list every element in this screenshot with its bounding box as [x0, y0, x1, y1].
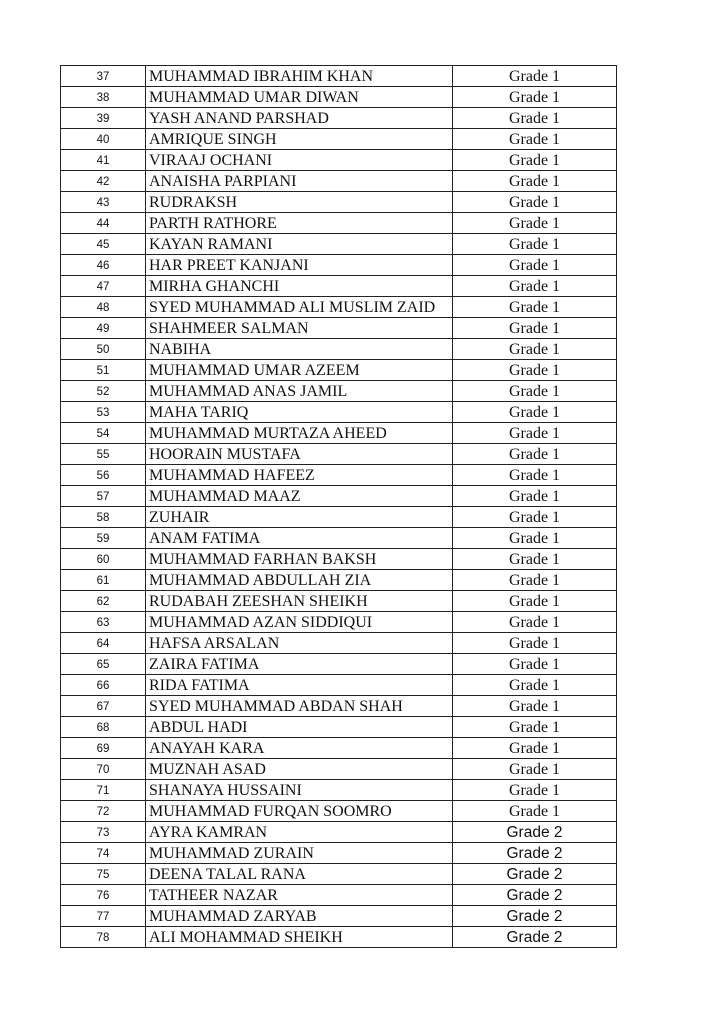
table-row [61, 402, 617, 423]
student-name: MUZNAH ASAD [146, 759, 453, 780]
row-number: 67 [61, 696, 146, 717]
student-name: RUDABAH ZEESHAN SHEIKH [146, 591, 453, 612]
table-row [61, 696, 617, 717]
student-grade: Grade 1 [453, 780, 617, 801]
student-grade: Grade 1 [453, 717, 617, 738]
student-name: TATHEER NAZAR [146, 885, 453, 906]
student-name: ANAYAH KARA [146, 738, 453, 759]
table-row [61, 633, 617, 654]
row-number: 62 [61, 591, 146, 612]
table-row [61, 885, 617, 906]
table-row [61, 213, 617, 234]
student-name: HAFSA ARSALAN [146, 633, 453, 654]
student-name: MUHAMMAD MURTAZA AHEED [146, 423, 453, 444]
student-grade: Grade 1 [453, 465, 617, 486]
student-grade: Grade 1 [453, 66, 617, 87]
row-number: 38 [61, 87, 146, 108]
row-number: 54 [61, 423, 146, 444]
row-number: 71 [61, 780, 146, 801]
student-name: MUHAMMAD ZURAIN [146, 843, 453, 864]
table-row [61, 87, 617, 108]
student-grade: Grade 1 [453, 108, 617, 129]
row-number: 53 [61, 402, 146, 423]
student-grade: Grade 1 [453, 255, 617, 276]
student-name: SYED MUHAMMAD ABDAN SHAH [146, 696, 453, 717]
student-name: YASH ANAND PARSHAD [146, 108, 453, 129]
table-row [61, 444, 617, 465]
table-row [61, 150, 617, 171]
student-grade: Grade 2 [453, 906, 617, 927]
row-number: 58 [61, 507, 146, 528]
table-row [61, 507, 617, 528]
row-number: 75 [61, 864, 146, 885]
student-name: AMRIQUE SINGH [146, 129, 453, 150]
row-number: 56 [61, 465, 146, 486]
student-name: MUHAMMAD ANAS JAMIL [146, 381, 453, 402]
student-name: ZAIRA FATIMA [146, 654, 453, 675]
student-name: ANAISHA PARPIANI [146, 171, 453, 192]
row-number: 52 [61, 381, 146, 402]
table-row [61, 129, 617, 150]
student-grade: Grade 1 [453, 423, 617, 444]
row-number: 44 [61, 213, 146, 234]
student-name: AYRA KAMRAN [146, 822, 453, 843]
row-number: 37 [61, 66, 146, 87]
student-grade: Grade 1 [453, 444, 617, 465]
table-row [61, 465, 617, 486]
student-name: SHANAYA HUSSAINI [146, 780, 453, 801]
student-grade: Grade 1 [453, 759, 617, 780]
row-number: 46 [61, 255, 146, 276]
student-grade: Grade 2 [453, 843, 617, 864]
student-grade: Grade 1 [453, 360, 617, 381]
table-row [61, 423, 617, 444]
student-name: DEENA TALAL RANA [146, 864, 453, 885]
student-grade: Grade 2 [453, 885, 617, 906]
table-row [61, 717, 617, 738]
student-grade: Grade 1 [453, 213, 617, 234]
student-name: ANAM FATIMA [146, 528, 453, 549]
table-row [61, 192, 617, 213]
student-name: SHAHMEER SALMAN [146, 318, 453, 339]
student-grade: Grade 2 [453, 864, 617, 885]
student-grade: Grade 1 [453, 591, 617, 612]
row-number: 41 [61, 150, 146, 171]
student-grade: Grade 1 [453, 150, 617, 171]
student-grade: Grade 1 [453, 612, 617, 633]
row-number: 43 [61, 192, 146, 213]
row-number: 66 [61, 675, 146, 696]
student-name: MUHAMMAD ABDULLAH ZIA [146, 570, 453, 591]
row-number: 64 [61, 633, 146, 654]
table-row [61, 486, 617, 507]
student-name: MUHAMMAD MAAZ [146, 486, 453, 507]
row-number: 57 [61, 486, 146, 507]
student-name: MUHAMMAD UMAR AZEEM [146, 360, 453, 381]
student-grade: Grade 1 [453, 654, 617, 675]
table-row [61, 591, 617, 612]
student-grade: Grade 2 [453, 822, 617, 843]
row-number: 45 [61, 234, 146, 255]
student-name: NABIHA [146, 339, 453, 360]
row-number: 60 [61, 549, 146, 570]
row-number: 39 [61, 108, 146, 129]
table-row [61, 171, 617, 192]
student-name: HOORAIN MUSTAFA [146, 444, 453, 465]
student-grade: Grade 1 [453, 381, 617, 402]
row-number: 78 [61, 927, 146, 948]
table-row [61, 381, 617, 402]
student-grade: Grade 1 [453, 507, 617, 528]
table-row [61, 654, 617, 675]
student-grade: Grade 1 [453, 738, 617, 759]
student-grade: Grade 1 [453, 675, 617, 696]
row-number: 40 [61, 129, 146, 150]
student-name: MUHAMMAD ZARYAB [146, 906, 453, 927]
student-grade: Grade 1 [453, 171, 617, 192]
table-row [61, 108, 617, 129]
student-name: MUHAMMAD IBRAHIM KHAN [146, 66, 453, 87]
table-row [61, 780, 617, 801]
row-number: 74 [61, 843, 146, 864]
student-grade: Grade 1 [453, 549, 617, 570]
student-grade: Grade 1 [453, 87, 617, 108]
table-row [61, 612, 617, 633]
row-number: 59 [61, 528, 146, 549]
student-name: MUHAMMAD HAFEEZ [146, 465, 453, 486]
student-grade: Grade 1 [453, 276, 617, 297]
row-number: 73 [61, 822, 146, 843]
student-name: SYED MUHAMMAD ALI MUSLIM ZAID [146, 297, 453, 318]
student-grade: Grade 1 [453, 696, 617, 717]
table-row [61, 906, 617, 927]
row-number: 49 [61, 318, 146, 339]
student-name: MAHA TARIQ [146, 402, 453, 423]
row-number: 63 [61, 612, 146, 633]
student-name: MUHAMMAD UMAR DIWAN [146, 87, 453, 108]
table-row [61, 801, 617, 822]
table-row [61, 822, 617, 843]
table-row [61, 759, 617, 780]
student-grade: Grade 1 [453, 570, 617, 591]
row-number: 48 [61, 297, 146, 318]
table-body [61, 66, 617, 948]
row-number: 77 [61, 906, 146, 927]
table-row [61, 843, 617, 864]
student-grade: Grade 1 [453, 486, 617, 507]
row-number: 50 [61, 339, 146, 360]
student-name: RUDRAKSH [146, 192, 453, 213]
row-number: 65 [61, 654, 146, 675]
table-row [61, 927, 617, 948]
student-name: MUHAMMAD FARHAN BAKSH [146, 549, 453, 570]
student-grade: Grade 1 [453, 339, 617, 360]
table-row [61, 66, 617, 87]
row-number: 69 [61, 738, 146, 759]
student-name: HAR PREET KANJANI [146, 255, 453, 276]
student-name: MUHAMMAD FURQAN SOOMRO [146, 801, 453, 822]
student-name: MIRHA GHANCHI [146, 276, 453, 297]
row-number: 61 [61, 570, 146, 591]
row-number: 72 [61, 801, 146, 822]
row-number: 76 [61, 885, 146, 906]
student-name: ABDUL HADI [146, 717, 453, 738]
table-row [61, 675, 617, 696]
table-row [61, 570, 617, 591]
student-list-table [60, 65, 617, 948]
table-row [61, 864, 617, 885]
table-row [61, 255, 617, 276]
table-row [61, 549, 617, 570]
table-row [61, 528, 617, 549]
row-number: 55 [61, 444, 146, 465]
student-name: RIDA FATIMA [146, 675, 453, 696]
student-grade: Grade 1 [453, 528, 617, 549]
student-grade: Grade 1 [453, 234, 617, 255]
student-grade: Grade 1 [453, 129, 617, 150]
student-name: VIRAAJ OCHANI [146, 150, 453, 171]
table-row [61, 318, 617, 339]
student-name: KAYAN RAMANI [146, 234, 453, 255]
student-grade: Grade 1 [453, 297, 617, 318]
student-name: ALI MOHAMMAD SHEIKH [146, 927, 453, 948]
table-row [61, 738, 617, 759]
table-row [61, 276, 617, 297]
student-grade: Grade 2 [453, 927, 617, 948]
row-number: 51 [61, 360, 146, 381]
student-grade: Grade 1 [453, 318, 617, 339]
student-name: PARTH RATHORE [146, 213, 453, 234]
student-name: ZUHAIR [146, 507, 453, 528]
row-number: 70 [61, 759, 146, 780]
table-row [61, 234, 617, 255]
table-row [61, 297, 617, 318]
row-number: 47 [61, 276, 146, 297]
row-number: 42 [61, 171, 146, 192]
student-grade: Grade 1 [453, 633, 617, 654]
table-row [61, 339, 617, 360]
table-row [61, 360, 617, 381]
student-grade: Grade 1 [453, 402, 617, 423]
student-name: MUHAMMAD AZAN SIDDIQUI [146, 612, 453, 633]
student-grade: Grade 1 [453, 801, 617, 822]
row-number: 68 [61, 717, 146, 738]
student-grade: Grade 1 [453, 192, 617, 213]
